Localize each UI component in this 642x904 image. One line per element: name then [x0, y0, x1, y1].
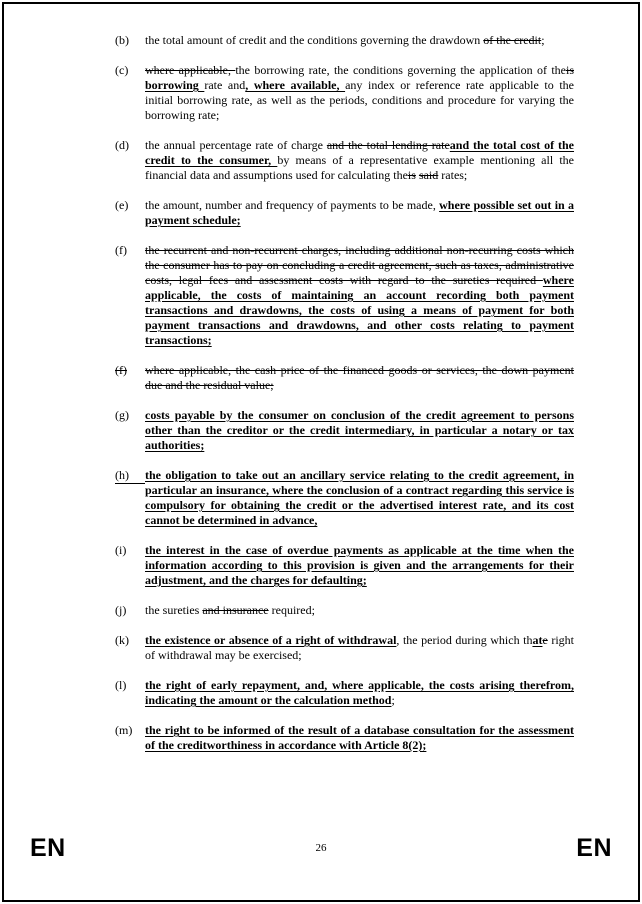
- item-text: [145, 633, 574, 663]
- item-label: [115, 63, 145, 123]
- list-item-k: [115, 633, 574, 663]
- item-label: [115, 363, 145, 393]
- list-item-b: [115, 33, 574, 48]
- item-label-text: (l): [115, 678, 127, 692]
- item-label-text: (b): [115, 33, 129, 47]
- inserted-text: where applicable, the costs of maintaining an account recording both payment transactions and drawdowns, the costs of using a means of payment for both payment transactions and drawdowns, and other costs relating to payment transactions;: [145, 273, 574, 347]
- item-text: [145, 468, 574, 528]
- inserted-text: costs payable by the consumer on conclusion of the credit agreement to persons other than the creditor or the credit intermediary, in particular a notary or tax authorities;: [145, 408, 574, 452]
- text-segment: ;: [541, 33, 545, 47]
- item-text: [145, 363, 574, 393]
- item-label-text: (f): [115, 243, 127, 257]
- inserted-text: and the total cost of the credit to the consumer,: [145, 138, 575, 167]
- item-label: [115, 408, 145, 453]
- inserted-text: where possible set out in a payment schedule;: [145, 198, 574, 227]
- list-item-h: [115, 468, 574, 528]
- text-segment: any index or reference rate applicable to the initial borrowing rate, as well as the periods, conditions and procedure for varying the borrowing rate;: [145, 78, 574, 122]
- item-label: [115, 468, 145, 528]
- item-text: [145, 543, 574, 588]
- item-label-text: (j): [115, 603, 127, 617]
- inserted-text: the existence or absence of a right of withdrawal: [145, 633, 397, 647]
- list-item-l: [115, 678, 574, 708]
- deleted-text: and insurance: [202, 603, 269, 617]
- inserted-text: the interest in the case of overdue payments as applicable at the time when the information according to this provision is given and the arrangements for their adjustment, and the charges for defaulting;: [145, 543, 574, 587]
- item-label-text: (f): [115, 363, 127, 377]
- footer-language-right: EN: [576, 833, 612, 862]
- text-segment: the sureties: [145, 603, 203, 617]
- item-label: [115, 723, 145, 753]
- inserted-text: the right to be informed of the result of a database consultation for the assessment of the creditworthiness in accordance with Article 8(2);: [145, 723, 574, 752]
- text-segment: required;: [268, 603, 315, 617]
- text-segment: , the period during which th: [396, 633, 533, 647]
- text-segment: by means of a representative example mentioning all the financial data and assumptions used for calculating the: [145, 153, 574, 182]
- list-item-f: [115, 363, 574, 393]
- list-item-d: [115, 138, 574, 183]
- item-label-text: (c): [115, 63, 129, 77]
- list-item-c: [115, 63, 574, 123]
- inserted-text: at: [532, 633, 543, 647]
- text-segment: the annual percentage rate of charge: [145, 138, 327, 152]
- item-text: [145, 198, 574, 228]
- list-item-e: [115, 198, 574, 228]
- item-label: [115, 198, 145, 228]
- item-label-text: (e): [115, 198, 129, 212]
- item-text: [145, 408, 574, 453]
- item-label: [115, 543, 145, 588]
- item-label: [115, 678, 145, 708]
- deleted-text: is: [565, 63, 574, 77]
- item-label: [115, 243, 145, 348]
- item-text: [145, 243, 574, 348]
- item-text: [145, 603, 574, 618]
- list-item-g: [115, 408, 574, 453]
- text-segment: rate and: [204, 78, 246, 92]
- item-label-text: (m): [115, 723, 133, 737]
- list-item-j: [115, 603, 574, 618]
- deleted-text: where applicable, the cash price of the financed goods or services, the down payment due and the residual value;: [145, 363, 574, 392]
- item-label-text: (g): [115, 408, 129, 422]
- item-label: [115, 33, 145, 48]
- deleted-text: where applicable,: [145, 63, 236, 77]
- deleted-text: the recurrent and non-recurrent charges, including additional non-recurring costs which the consumer has to pay on concluding a credit agreement, such as taxes, administrative costs, legal fees and assessment costs with regard to the sureties required: [145, 243, 574, 287]
- item-text: [145, 33, 574, 48]
- inserted-text: , where available,: [245, 78, 346, 92]
- document-page: [2, 2, 640, 902]
- footer-language-left: EN: [30, 833, 66, 862]
- text-segment: ;: [391, 693, 395, 707]
- inserted-text: the obligation to take out an ancillary service relating to the credit agreement, in particular an insurance, where the conclusion of a contract regarding this service is compulsory for obtaining the credit or the advertised interest rate, and its cost cannot be determined in advance,: [145, 468, 574, 527]
- text-segment: the amount, number and frequency of payments to be made,: [145, 198, 440, 212]
- deleted-text: and the total lending rate: [326, 138, 450, 152]
- item-label-text: (i): [115, 543, 127, 557]
- deleted-text: is: [407, 168, 416, 182]
- item-label-text: (d): [115, 138, 129, 152]
- item-label: [115, 138, 145, 183]
- list-item-m: [115, 723, 574, 753]
- amendment-list: [115, 33, 574, 768]
- item-text: [145, 138, 574, 183]
- item-text: [145, 678, 574, 708]
- item-text: [145, 63, 574, 123]
- page-footer: [30, 830, 612, 866]
- text-segment: the total amount of credit and the conditions governing the drawdown: [145, 33, 484, 47]
- text-segment: rates;: [438, 168, 468, 182]
- item-text: [145, 723, 574, 753]
- inserted-text: borrowing: [145, 78, 205, 92]
- text-segment: the borrowing rate, the conditions governing the application of the: [235, 63, 566, 77]
- text-segment: right of withdrawal may be exercised;: [145, 633, 574, 662]
- item-label: [115, 603, 145, 618]
- deleted-text: e: [542, 633, 548, 647]
- item-label-text: (k): [115, 633, 129, 647]
- list-item-f: [115, 243, 574, 348]
- item-label: [115, 633, 145, 663]
- inserted-text: the right of early repayment, and, where applicable, the costs arising therefrom, indicating the amount or the calculation method: [145, 678, 574, 707]
- list-item-i: [115, 543, 574, 588]
- page-number: 26: [315, 842, 327, 854]
- deleted-text: of the credit: [483, 33, 542, 47]
- item-label-text: (h): [115, 468, 145, 484]
- deleted-text: said: [418, 168, 439, 182]
